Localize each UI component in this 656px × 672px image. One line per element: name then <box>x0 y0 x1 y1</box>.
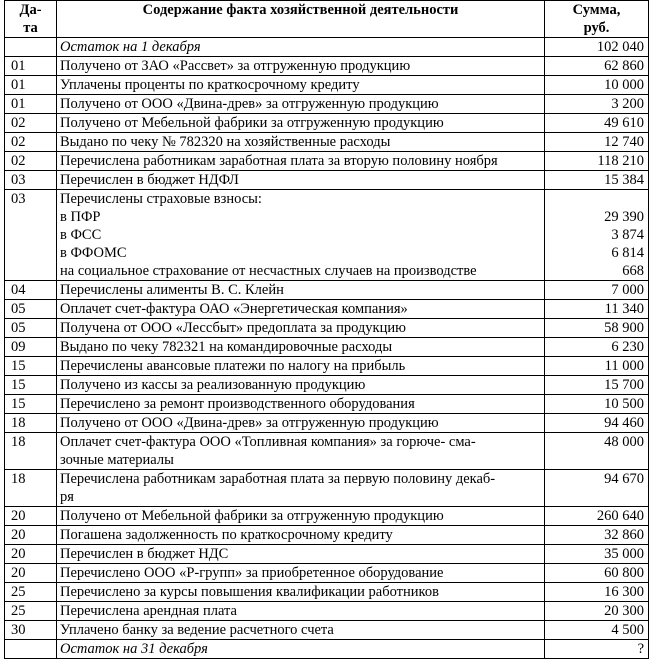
row-description <box>57 152 545 171</box>
description-line: Уплачены проценты по краткосрочному кредиту <box>60 77 360 93</box>
row-sum <box>545 414 649 433</box>
table-row <box>5 357 649 376</box>
sum-line: 668 <box>622 263 644 279</box>
description-line: Перечислена работникам заработная плата за вторую половину ноября <box>60 153 498 169</box>
sum-line: 15 700 <box>604 377 644 393</box>
row-description <box>57 640 545 659</box>
row-description <box>57 433 545 470</box>
description-line: Перечислены алименты В. С. Клейн <box>60 282 284 298</box>
sum-line: 94 460 <box>604 415 644 431</box>
sum-line: 6 230 <box>611 339 644 355</box>
sum-line: 118 210 <box>597 153 644 169</box>
row-date: 20 <box>5 507 57 526</box>
row-sum <box>545 76 649 95</box>
sum-line: 7 000 <box>611 282 644 298</box>
row-sum <box>545 395 649 414</box>
row-date <box>5 640 57 659</box>
row-sum <box>545 640 649 659</box>
description-line: Получена от ООО «Лессбыт» предоплата за продукцию <box>60 320 406 336</box>
table-row <box>5 95 649 114</box>
row-sum <box>545 376 649 395</box>
description-line: Остаток на 1 декабря <box>60 39 201 55</box>
table-header-row <box>5 1 649 38</box>
row-date: 15 <box>5 376 57 395</box>
row-sum <box>545 281 649 300</box>
sum-line: 10 000 <box>604 77 644 93</box>
table-row <box>5 621 649 640</box>
row-date: 15 <box>5 357 57 376</box>
description-line: Получено от ООО «Двина-древ» за отгруженную продукцию <box>60 415 439 431</box>
description-line: ря <box>60 489 74 505</box>
sum-line: 6 814 <box>611 245 644 261</box>
table-row <box>5 338 649 357</box>
row-date: 05 <box>5 319 57 338</box>
table-row <box>5 583 649 602</box>
row-description <box>57 564 545 583</box>
table-row <box>5 76 649 95</box>
row-sum <box>545 545 649 564</box>
sum-line: 11 340 <box>604 301 644 317</box>
sum-line: 20 300 <box>604 603 644 619</box>
table-row <box>5 152 649 171</box>
row-date: 03 <box>5 190 57 281</box>
row-sum <box>545 621 649 640</box>
sum-line: ? <box>637 641 644 657</box>
table-row <box>5 190 649 281</box>
row-description <box>57 95 545 114</box>
row-description <box>57 470 545 507</box>
sum-line: 35 000 <box>604 546 644 562</box>
sum-line: 260 640 <box>596 508 644 524</box>
sum-line: 10 500 <box>604 396 644 412</box>
sum-line: 16 300 <box>604 584 644 600</box>
row-date: 18 <box>5 470 57 507</box>
sum-line: 48 000 <box>604 434 644 450</box>
table-row <box>5 470 649 507</box>
description-line: Перечислено ООО «Р-групп» за приобретенное оборудование <box>60 565 444 581</box>
table-row <box>5 414 649 433</box>
description-line: Получено от ЗАО «Рассвет» за отгруженную продукцию <box>60 58 411 74</box>
row-sum <box>545 300 649 319</box>
header-description: Содержание факта хозяйственной деятельности <box>57 1 545 38</box>
sum-line: 3 200 <box>611 96 644 112</box>
row-sum <box>545 133 649 152</box>
table-row <box>5 395 649 414</box>
row-date: 25 <box>5 583 57 602</box>
transactions-table <box>4 0 649 659</box>
description-line: Получено из кассы за реализованную продукцию <box>60 377 366 393</box>
sum-line: 29 390 <box>604 209 644 225</box>
row-description <box>57 300 545 319</box>
row-sum <box>545 433 649 470</box>
row-date: 01 <box>5 76 57 95</box>
table-row <box>5 38 649 57</box>
row-description <box>57 133 545 152</box>
row-sum <box>545 171 649 190</box>
row-description <box>57 545 545 564</box>
row-description <box>57 583 545 602</box>
row-date: 02 <box>5 133 57 152</box>
sum-line: 4 500 <box>611 622 644 638</box>
row-description <box>57 319 545 338</box>
description-line: Получено от ООО «Двина-древ» за отгруженную продукцию <box>60 96 439 112</box>
row-sum <box>545 507 649 526</box>
sum-line: 11 000 <box>604 358 644 374</box>
description-line: в ПФР <box>60 209 101 225</box>
description-line: Получено от Мебельной фабрики за отгруженную продукцию <box>60 115 444 131</box>
table-row <box>5 526 649 545</box>
row-date: 20 <box>5 526 57 545</box>
row-date: 25 <box>5 602 57 621</box>
row-date: 01 <box>5 57 57 76</box>
row-date: 18 <box>5 433 57 470</box>
row-date: 04 <box>5 281 57 300</box>
description-line: зочные материалы <box>60 452 174 468</box>
row-description <box>57 171 545 190</box>
table-row <box>5 433 649 470</box>
description-line: Оплачет счет-фактура ООО «Топливная компания» за горюче- сма- <box>60 434 476 450</box>
description-line: Перечислена работникам заработная плата за первую половину декаб- <box>60 471 496 487</box>
sum-line: 102 040 <box>596 39 644 55</box>
sum-line <box>548 451 644 469</box>
table-row <box>5 640 649 659</box>
table-row <box>5 319 649 338</box>
row-sum <box>545 602 649 621</box>
row-sum <box>545 190 649 281</box>
row-description <box>57 38 545 57</box>
header-sum: Сумма, руб. <box>545 1 649 38</box>
table-row <box>5 564 649 583</box>
table-row <box>5 376 649 395</box>
row-date: 05 <box>5 300 57 319</box>
row-description <box>57 190 545 281</box>
document-page <box>4 0 648 659</box>
row-description <box>57 281 545 300</box>
sum-line: 49 610 <box>604 115 644 131</box>
row-date: 18 <box>5 414 57 433</box>
description-line: Уплачено банку за ведение расчетного счета <box>60 622 334 638</box>
row-description <box>57 376 545 395</box>
row-date: 02 <box>5 114 57 133</box>
row-sum <box>545 38 649 57</box>
row-date: 30 <box>5 621 57 640</box>
row-description <box>57 114 545 133</box>
description-line: Выдано по чеку № 782320 на хозяйственные расходы <box>60 134 391 150</box>
sum-line <box>548 488 644 506</box>
row-description <box>57 338 545 357</box>
table-row <box>5 300 649 319</box>
row-description <box>57 76 545 95</box>
sum-line: 3 874 <box>611 227 644 243</box>
table-row <box>5 171 649 190</box>
description-line: на социальное страхование от несчастных случаев на производстве <box>60 263 477 279</box>
row-sum <box>545 338 649 357</box>
description-line: Остаток на 31 декабря <box>60 641 208 657</box>
description-line: Оплачет счет-фактура ОАО «Энергетическая компания» <box>60 301 408 317</box>
description-line: Перечислены страховые взносы: <box>60 191 262 207</box>
description-line: Перечислен в бюджет НДС <box>60 546 229 562</box>
row-sum <box>545 319 649 338</box>
description-line: Перечислено за ремонт производственного оборудования <box>60 396 415 412</box>
sum-line: 60 800 <box>604 565 644 581</box>
row-sum <box>545 95 649 114</box>
row-date: 20 <box>5 564 57 583</box>
row-description <box>57 526 545 545</box>
sum-line <box>548 190 644 208</box>
row-date: 09 <box>5 338 57 357</box>
description-line: Выдано по чеку 782321 на командировочные расходы <box>60 339 393 355</box>
description-line: Перечислены авансовые платежи по налогу на прибыль <box>60 358 406 374</box>
table-row <box>5 133 649 152</box>
description-line: в ФСС <box>60 227 102 243</box>
description-line: Перечислена арендная плата <box>60 603 237 619</box>
row-date <box>5 38 57 57</box>
header-date: Да- та <box>5 1 57 38</box>
row-sum <box>545 57 649 76</box>
row-description <box>57 414 545 433</box>
description-line: Перечислено за курсы повышения квалификации работников <box>60 584 439 600</box>
row-description <box>57 621 545 640</box>
row-date: 15 <box>5 395 57 414</box>
row-sum <box>545 114 649 133</box>
description-line: Получено от Мебельной фабрики за отгруженную продукцию <box>60 508 444 524</box>
table-row <box>5 57 649 76</box>
sum-line: 58 900 <box>604 320 644 336</box>
row-date: 01 <box>5 95 57 114</box>
row-sum <box>545 357 649 376</box>
description-line: Погашена задолженность по краткосрочному кредиту <box>60 527 393 543</box>
row-description <box>57 395 545 414</box>
description-line: Перечислен в бюджет НДФЛ <box>60 172 239 188</box>
sum-line: 32 860 <box>604 527 644 543</box>
row-sum <box>545 470 649 507</box>
sum-line: 15 384 <box>604 172 644 188</box>
row-sum <box>545 526 649 545</box>
table-body <box>5 38 649 659</box>
row-description <box>57 602 545 621</box>
table-row <box>5 602 649 621</box>
row-description <box>57 507 545 526</box>
table-row <box>5 545 649 564</box>
row-sum <box>545 564 649 583</box>
row-date: 02 <box>5 152 57 171</box>
sum-line: 94 670 <box>604 471 644 487</box>
row-description <box>57 357 545 376</box>
sum-line: 12 740 <box>604 134 644 150</box>
description-line: в ФФОМС <box>60 245 127 261</box>
row-date: 03 <box>5 171 57 190</box>
table-row <box>5 507 649 526</box>
table-row <box>5 114 649 133</box>
row-sum <box>545 152 649 171</box>
table-row <box>5 281 649 300</box>
row-sum <box>545 583 649 602</box>
sum-line: 62 860 <box>604 58 644 74</box>
row-description <box>57 57 545 76</box>
row-date: 20 <box>5 545 57 564</box>
